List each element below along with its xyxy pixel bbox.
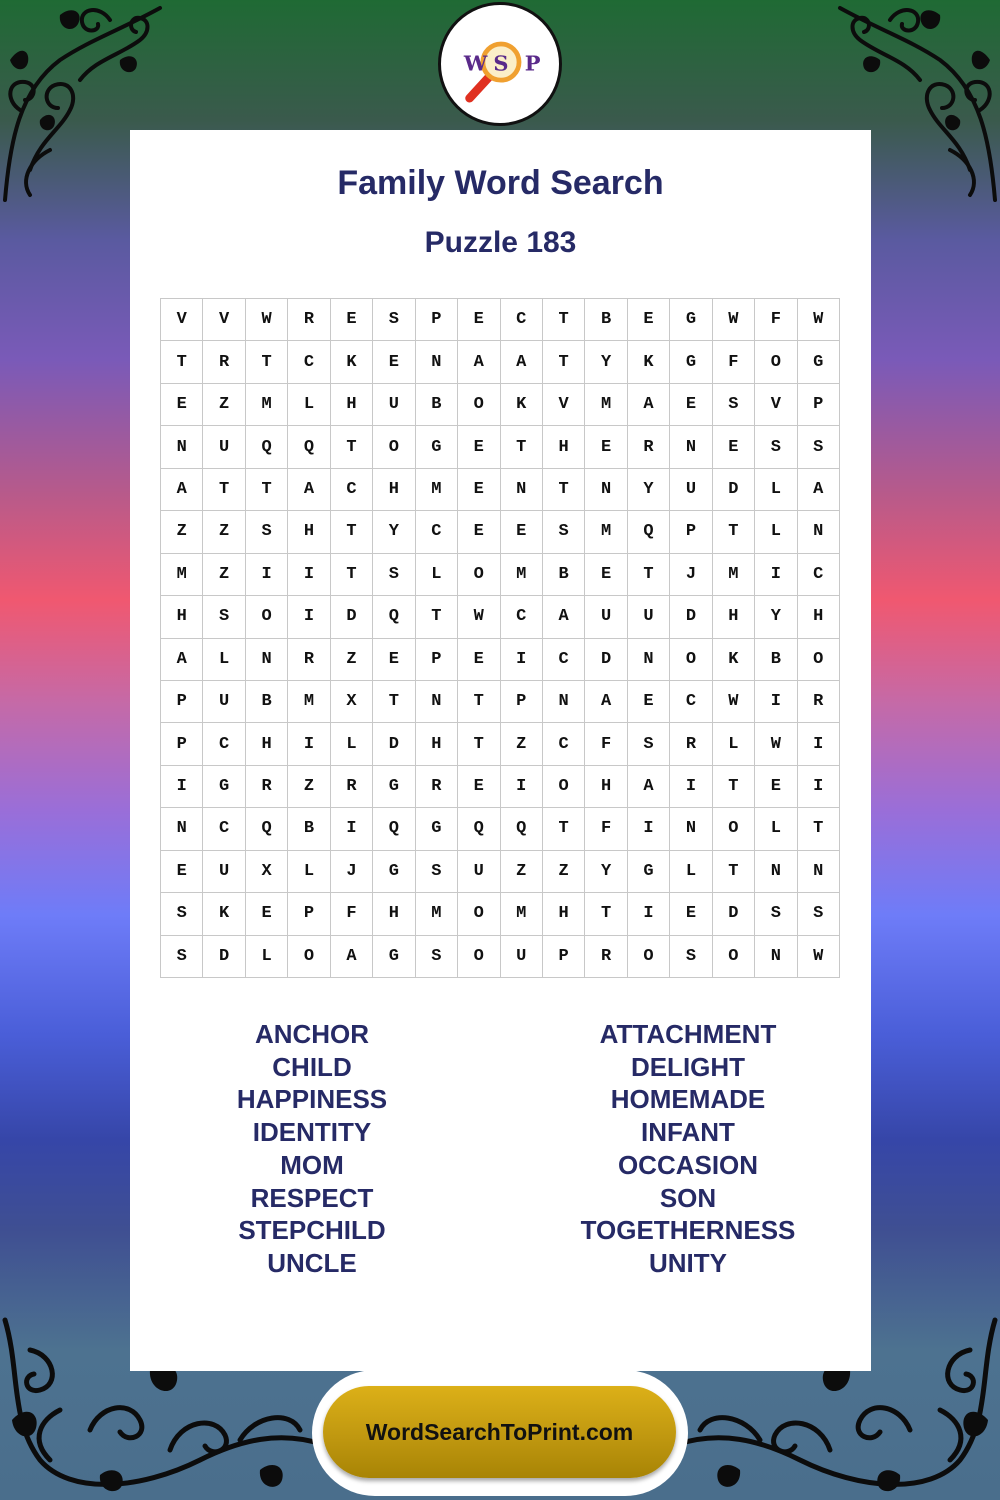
grid-cell[interactable]: A	[161, 469, 203, 511]
grid-cell[interactable]: I	[628, 893, 670, 935]
grid-cell[interactable]: L	[331, 723, 373, 765]
grid-cell[interactable]: M	[713, 554, 755, 596]
grid-cell[interactable]: C	[203, 723, 245, 765]
grid-cell[interactable]: T	[798, 808, 840, 850]
grid-cell[interactable]: O	[288, 936, 330, 978]
grid-cell[interactable]: P	[288, 893, 330, 935]
grid-cell[interactable]: G	[373, 936, 415, 978]
grid-cell[interactable]: Q	[373, 808, 415, 850]
grid-cell[interactable]: I	[670, 766, 712, 808]
grid-cell[interactable]: L	[203, 639, 245, 681]
grid-cell[interactable]: G	[373, 766, 415, 808]
grid-cell[interactable]: U	[203, 426, 245, 468]
grid-cell[interactable]: H	[585, 766, 627, 808]
word-list-item: HAPPINESS	[236, 1084, 388, 1115]
grid-cell[interactable]: E	[458, 639, 500, 681]
grid-cell[interactable]: R	[628, 426, 670, 468]
grid-cell[interactable]: V	[161, 299, 203, 341]
grid-cell[interactable]: S	[798, 426, 840, 468]
grid-cell[interactable]: S	[543, 511, 585, 553]
grid-cell[interactable]: S	[416, 936, 458, 978]
grid-cell[interactable]: V	[543, 384, 585, 426]
grid-cell[interactable]: H	[713, 596, 755, 638]
grid-cell[interactable]: Z	[501, 851, 543, 893]
word-list-item: DELIGHT	[630, 1051, 746, 1082]
grid-cell[interactable]: C	[416, 511, 458, 553]
grid-cell[interactable]: K	[331, 341, 373, 383]
grid-cell[interactable]: Z	[288, 766, 330, 808]
grid-cell[interactable]: E	[373, 341, 415, 383]
grid-cell[interactable]: E	[161, 384, 203, 426]
grid-cell[interactable]: C	[331, 469, 373, 511]
grid-cell[interactable]: N	[416, 341, 458, 383]
grid-cell[interactable]: H	[161, 596, 203, 638]
grid-cell[interactable]: N	[755, 936, 797, 978]
grid-cell[interactable]: F	[585, 808, 627, 850]
grid-cell[interactable]: R	[798, 681, 840, 723]
grid-cell[interactable]: G	[416, 426, 458, 468]
grid-cell[interactable]: S	[246, 511, 288, 553]
grid-cell[interactable]: O	[458, 936, 500, 978]
word-list-item: UNCLE	[267, 1247, 357, 1278]
grid-cell[interactable]: L	[246, 936, 288, 978]
grid-cell[interactable]: H	[543, 893, 585, 935]
grid-cell[interactable]: R	[246, 766, 288, 808]
grid-cell[interactable]: E	[331, 299, 373, 341]
grid-cell[interactable]: Y	[373, 511, 415, 553]
grid-cell[interactable]: S	[755, 893, 797, 935]
grid-cell[interactable]: N	[670, 808, 712, 850]
grid-cell[interactable]: T	[331, 511, 373, 553]
word-list-item: OCCASION	[617, 1149, 759, 1180]
footer-website-label: WordSearchToPrint.com	[365, 1418, 634, 1445]
grid-cell[interactable]: W	[713, 681, 755, 723]
grid-cell[interactable]: O	[713, 936, 755, 978]
puzzle-title: Family Word Search	[337, 164, 664, 202]
magnifier-icon	[441, 5, 559, 123]
grid-cell[interactable]: A	[161, 639, 203, 681]
word-list-item: IDENTITY	[252, 1117, 372, 1148]
word-list-item: RESPECT	[250, 1182, 374, 1213]
puzzle-card	[130, 130, 871, 1371]
grid-cell[interactable]: V	[755, 384, 797, 426]
grid-cell[interactable]: Z	[203, 511, 245, 553]
grid-cell[interactable]: B	[288, 808, 330, 850]
grid-cell[interactable]: O	[755, 341, 797, 383]
grid-cell[interactable]: N	[543, 681, 585, 723]
word-list-item: HOMEMADE	[610, 1084, 766, 1115]
grid-cell[interactable]: C	[288, 341, 330, 383]
grid-cell[interactable]: Y	[585, 341, 627, 383]
grid-cell[interactable]: M	[585, 384, 627, 426]
grid-cell[interactable]: H	[288, 511, 330, 553]
grid-cell[interactable]: W	[798, 936, 840, 978]
grid-cell[interactable]: I	[798, 723, 840, 765]
word-list-item: TOGETHERNESS	[580, 1215, 796, 1246]
grid-cell[interactable]: Q	[458, 808, 500, 850]
grid-cell[interactable]: C	[670, 681, 712, 723]
grid-cell[interactable]: A	[331, 936, 373, 978]
grid-cell[interactable]: Q	[246, 426, 288, 468]
grid-cell[interactable]: N	[798, 851, 840, 893]
grid-cell[interactable]: M	[246, 384, 288, 426]
grid-cell[interactable]: R	[288, 299, 330, 341]
grid-cell[interactable]: H	[416, 723, 458, 765]
grid-cell[interactable]: O	[713, 808, 755, 850]
grid-cell[interactable]: P	[501, 681, 543, 723]
grid-cell[interactable]: E	[458, 299, 500, 341]
grid-cell[interactable]: N	[161, 808, 203, 850]
grid-cell[interactable]: N	[755, 851, 797, 893]
grid-cell[interactable]: K	[628, 341, 670, 383]
grid-cell[interactable]: D	[373, 723, 415, 765]
grid-cell[interactable]: T	[246, 469, 288, 511]
grid-cell[interactable]: U	[203, 681, 245, 723]
grid-cell[interactable]: L	[755, 808, 797, 850]
grid-cell[interactable]: S	[798, 893, 840, 935]
grid-cell[interactable]: E	[458, 511, 500, 553]
grid-cell[interactable]: S	[161, 936, 203, 978]
grid-cell[interactable]: E	[670, 893, 712, 935]
grid-cell[interactable]: H	[331, 384, 373, 426]
grid-cell[interactable]: V	[203, 299, 245, 341]
grid-cell[interactable]: N	[670, 426, 712, 468]
grid-cell[interactable]: G	[416, 808, 458, 850]
word-list-right	[528, 1018, 848, 1280]
grid-cell[interactable]: I	[161, 766, 203, 808]
grid-cell[interactable]: I	[628, 808, 670, 850]
grid-cell[interactable]: A	[543, 596, 585, 638]
grid-cell[interactable]: L	[755, 511, 797, 553]
grid-cell[interactable]: Z	[501, 723, 543, 765]
grid-cell[interactable]: O	[543, 766, 585, 808]
grid-cell[interactable]: T	[161, 341, 203, 383]
grid-cell[interactable]: S	[416, 851, 458, 893]
grid-cell[interactable]: I	[288, 554, 330, 596]
grid-cell[interactable]: E	[373, 639, 415, 681]
grid-cell[interactable]: A	[798, 469, 840, 511]
grid-cell[interactable]: S	[203, 596, 245, 638]
grid-cell[interactable]: E	[755, 766, 797, 808]
grid-cell[interactable]: O	[458, 554, 500, 596]
grid-cell[interactable]: G	[798, 341, 840, 383]
logo-letter-s: S	[493, 50, 509, 76]
grid-cell[interactable]: Q	[501, 808, 543, 850]
grid-cell[interactable]: F	[331, 893, 373, 935]
wsp-logo[interactable]	[438, 2, 562, 126]
grid-cell[interactable]: D	[331, 596, 373, 638]
grid-cell[interactable]: E	[670, 384, 712, 426]
grid-cell[interactable]: P	[416, 299, 458, 341]
grid-cell[interactable]: P	[543, 936, 585, 978]
grid-cell[interactable]: A	[288, 469, 330, 511]
grid-cell[interactable]: A	[501, 341, 543, 383]
grid-cell[interactable]: N	[416, 681, 458, 723]
grid-cell[interactable]: M	[501, 554, 543, 596]
grid-cell[interactable]: D	[670, 596, 712, 638]
grid-cell[interactable]: L	[755, 469, 797, 511]
word-list-item: UNITY	[649, 1247, 727, 1278]
grid-cell[interactable]: M	[585, 511, 627, 553]
grid-cell[interactable]: R	[585, 936, 627, 978]
grid-cell[interactable]: T	[713, 766, 755, 808]
grid-cell[interactable]: E	[458, 469, 500, 511]
grid-cell[interactable]: N	[161, 426, 203, 468]
grid-cell[interactable]: U	[203, 851, 245, 893]
grid-cell[interactable]: E	[161, 851, 203, 893]
grid-cell[interactable]: E	[585, 554, 627, 596]
grid-cell[interactable]: T	[331, 426, 373, 468]
grid-cell[interactable]: P	[161, 723, 203, 765]
grid-cell[interactable]: U	[585, 596, 627, 638]
word-list-item: INFANT	[641, 1117, 735, 1148]
grid-cell[interactable]: S	[713, 384, 755, 426]
grid-cell[interactable]: A	[628, 384, 670, 426]
letter-grid	[160, 298, 840, 978]
grid-cell[interactable]: J	[331, 851, 373, 893]
puzzle-number: Puzzle 183	[424, 226, 577, 259]
grid-cell[interactable]: D	[713, 469, 755, 511]
grid-cell[interactable]: L	[670, 851, 712, 893]
grid-cell[interactable]: T	[543, 808, 585, 850]
grid-cell[interactable]: B	[755, 639, 797, 681]
grid-cell[interactable]: L	[288, 384, 330, 426]
grid-cell[interactable]: I	[288, 723, 330, 765]
grid-cell[interactable]: G	[203, 766, 245, 808]
grid-cell[interactable]: T	[203, 469, 245, 511]
grid-cell[interactable]: Q	[246, 808, 288, 850]
grid-cell[interactable]: C	[543, 639, 585, 681]
grid-cell[interactable]: H	[246, 723, 288, 765]
grid-cell[interactable]: B	[543, 554, 585, 596]
grid-cell[interactable]: I	[288, 596, 330, 638]
grid-cell[interactable]: J	[670, 554, 712, 596]
grid-cell[interactable]: M	[416, 893, 458, 935]
grid-cell[interactable]: C	[203, 808, 245, 850]
grid-cell[interactable]: T	[713, 511, 755, 553]
word-list-item: MOM	[280, 1149, 344, 1180]
grid-cell[interactable]: R	[670, 723, 712, 765]
word-list-item: ATTACHMENT	[599, 1019, 777, 1049]
grid-cell[interactable]: K	[203, 893, 245, 935]
grid-cell[interactable]: E	[246, 893, 288, 935]
grid-cell[interactable]: L	[416, 554, 458, 596]
grid-cell[interactable]: Z	[543, 851, 585, 893]
grid-cell[interactable]: E	[628, 299, 670, 341]
grid-cell[interactable]: H	[798, 596, 840, 638]
grid-cell[interactable]: S	[373, 554, 415, 596]
grid-cell[interactable]: T	[458, 723, 500, 765]
grid-cell[interactable]: M	[501, 893, 543, 935]
grid-cell[interactable]: T	[246, 341, 288, 383]
grid-cell[interactable]: C	[543, 723, 585, 765]
grid-cell[interactable]: B	[416, 384, 458, 426]
grid-cell[interactable]: X	[246, 851, 288, 893]
grid-cell[interactable]: I	[755, 554, 797, 596]
grid-cell[interactable]: Y	[628, 469, 670, 511]
grid-cell[interactable]: Y	[585, 851, 627, 893]
grid-cell[interactable]: R	[288, 639, 330, 681]
grid-cell[interactable]: T	[373, 681, 415, 723]
grid-cell[interactable]: O	[246, 596, 288, 638]
grid-cell[interactable]: I	[501, 639, 543, 681]
grid-cell[interactable]: W	[458, 596, 500, 638]
grid-cell[interactable]: E	[458, 766, 500, 808]
grid-cell[interactable]: M	[161, 554, 203, 596]
grid-cell[interactable]: T	[501, 426, 543, 468]
grid-cell[interactable]: N	[501, 469, 543, 511]
grid-cell[interactable]: F	[755, 299, 797, 341]
grid-cell[interactable]: L	[288, 851, 330, 893]
grid-cell[interactable]: U	[628, 596, 670, 638]
grid-cell[interactable]: O	[373, 426, 415, 468]
grid-cell[interactable]: N	[798, 511, 840, 553]
grid-cell[interactable]: U	[670, 469, 712, 511]
grid-cell[interactable]: Q	[373, 596, 415, 638]
grid-cell[interactable]: D	[585, 639, 627, 681]
word-list-item: STEPCHILD	[238, 1215, 386, 1246]
grid-cell[interactable]: Y	[755, 596, 797, 638]
grid-cell[interactable]: I	[331, 808, 373, 850]
grid-cell[interactable]: M	[288, 681, 330, 723]
grid-cell[interactable]: T	[628, 554, 670, 596]
grid-cell[interactable]: N	[246, 639, 288, 681]
grid-cell[interactable]: D	[203, 936, 245, 978]
grid-cell[interactable]: U	[458, 851, 500, 893]
word-list-left	[152, 1018, 472, 1280]
grid-cell[interactable]: P	[670, 511, 712, 553]
grid-cell[interactable]: T	[543, 341, 585, 383]
logo-letter-p: P	[524, 50, 541, 76]
grid-cell[interactable]: Q	[628, 511, 670, 553]
grid-cell[interactable]: T	[543, 469, 585, 511]
grid-cell[interactable]: H	[543, 426, 585, 468]
grid-cell[interactable]: O	[458, 893, 500, 935]
grid-cell[interactable]: E	[585, 426, 627, 468]
grid-cell[interactable]: Q	[288, 426, 330, 468]
word-list-item: ANCHOR	[254, 1019, 370, 1049]
grid-cell[interactable]: Z	[203, 384, 245, 426]
grid-cell[interactable]: E	[713, 426, 755, 468]
grid-cell[interactable]: L	[713, 723, 755, 765]
grid-cell[interactable]: E	[628, 681, 670, 723]
grid-cell[interactable]: U	[373, 384, 415, 426]
grid-cell[interactable]: C	[501, 299, 543, 341]
grid-cell[interactable]: T	[331, 554, 373, 596]
grid-cell[interactable]: N	[585, 469, 627, 511]
grid-cell[interactable]: S	[755, 426, 797, 468]
grid-cell[interactable]: W	[798, 299, 840, 341]
grid-cell[interactable]: R	[203, 341, 245, 383]
grid-cell[interactable]: E	[458, 426, 500, 468]
grid-cell[interactable]: H	[373, 893, 415, 935]
grid-cell[interactable]: S	[373, 299, 415, 341]
grid-cell[interactable]: I	[501, 766, 543, 808]
grid-cell[interactable]: G	[628, 851, 670, 893]
grid-cell[interactable]: R	[331, 766, 373, 808]
grid-cell[interactable]: C	[798, 554, 840, 596]
grid-cell[interactable]: O	[628, 936, 670, 978]
grid-cell[interactable]: S	[628, 723, 670, 765]
grid-cell[interactable]: A	[628, 766, 670, 808]
grid-cell[interactable]: S	[161, 893, 203, 935]
grid-cell[interactable]: F	[585, 723, 627, 765]
grid-cell[interactable]: E	[501, 511, 543, 553]
grid-cell[interactable]: W	[755, 723, 797, 765]
word-list-item: SON	[659, 1182, 717, 1213]
grid-cell[interactable]: P	[798, 384, 840, 426]
grid-cell[interactable]: K	[713, 639, 755, 681]
grid-cell[interactable]: B	[246, 681, 288, 723]
grid-cell[interactable]: A	[458, 341, 500, 383]
grid-cell[interactable]: T	[458, 681, 500, 723]
grid-cell[interactable]: W	[246, 299, 288, 341]
grid-cell[interactable]: U	[501, 936, 543, 978]
grid-cell[interactable]: O	[670, 639, 712, 681]
grid-cell[interactable]: T	[543, 299, 585, 341]
grid-cell[interactable]: B	[585, 299, 627, 341]
grid-cell[interactable]: Z	[203, 554, 245, 596]
grid-cell[interactable]: M	[416, 469, 458, 511]
footer-website-button[interactable]	[323, 1386, 676, 1478]
word-list-item: CHILD	[272, 1051, 352, 1082]
grid-cell[interactable]: G	[670, 299, 712, 341]
logo-letter-w: W	[463, 50, 488, 76]
grid-cell[interactable]: O	[798, 639, 840, 681]
grid-cell[interactable]: I	[246, 554, 288, 596]
grid-cell[interactable]: G	[373, 851, 415, 893]
grid-cell[interactable]: X	[331, 681, 373, 723]
grid-cell[interactable]: Z	[161, 511, 203, 553]
grid-cell[interactable]: K	[501, 384, 543, 426]
grid-cell[interactable]: I	[798, 766, 840, 808]
grid-cell[interactable]: Z	[331, 639, 373, 681]
grid-cell[interactable]: P	[416, 639, 458, 681]
grid-cell[interactable]: W	[713, 299, 755, 341]
grid-cell[interactable]: T	[713, 851, 755, 893]
grid-cell[interactable]: S	[670, 936, 712, 978]
grid-cell[interactable]: P	[161, 681, 203, 723]
grid-cell[interactable]: G	[670, 341, 712, 383]
grid-cell[interactable]: A	[585, 681, 627, 723]
grid-cell[interactable]: D	[713, 893, 755, 935]
grid-cell[interactable]: N	[628, 639, 670, 681]
grid-cell[interactable]: R	[416, 766, 458, 808]
grid-cell[interactable]: T	[416, 596, 458, 638]
grid-cell[interactable]: O	[458, 384, 500, 426]
grid-cell[interactable]: C	[501, 596, 543, 638]
grid-cell[interactable]: I	[755, 681, 797, 723]
grid-cell[interactable]: T	[585, 893, 627, 935]
grid-cell[interactable]: F	[713, 341, 755, 383]
grid-cell[interactable]: H	[373, 469, 415, 511]
